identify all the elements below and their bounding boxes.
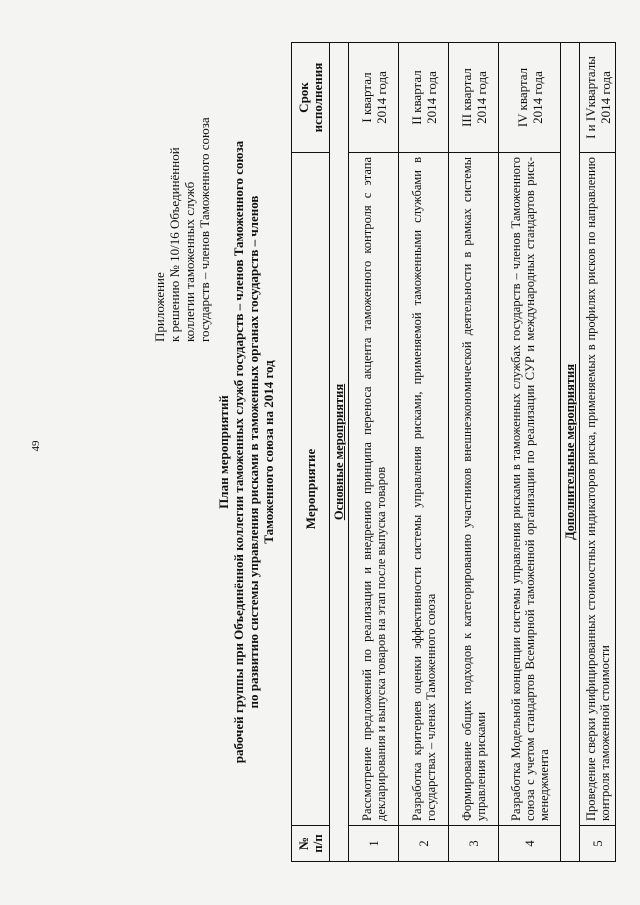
table-header-row bbox=[292, 43, 330, 862]
row-activity: Разработка Модельной концепции системы управления рисками в таможенных службах государств – членов Таможенного союза с учетом стандартов Всемирной таможенной организации по реализации СУР и международных стандартов риск-менеджмента bbox=[499, 153, 561, 826]
row-deadline: IV квартал 2014 года bbox=[499, 43, 561, 153]
title-heading: План мероприятий bbox=[216, 395, 231, 509]
header-deadline: Срок исполнения bbox=[292, 43, 330, 153]
appendix-line: коллегии таможенных служб bbox=[182, 181, 197, 342]
row-deadline: II квартал 2014 года bbox=[399, 43, 449, 153]
table-row bbox=[499, 43, 561, 862]
row-num: 4 bbox=[499, 826, 561, 862]
row-num: 1 bbox=[349, 826, 399, 862]
row-activity: Рассмотрение предложений по реализации и внедрению принципа переноса акцента таможенного контроля с этапа декларирования и выпуска товаров на этап после выпуска товаров bbox=[349, 153, 399, 826]
row-num: 3 bbox=[449, 826, 499, 862]
section-additional-label: Дополнительные мероприятия bbox=[561, 43, 580, 862]
title-line: рабочей группы при Объединённой коллегии таможенных служб государств – членов Таможенного союза bbox=[231, 140, 246, 764]
header-num: № п/п bbox=[292, 826, 330, 862]
document-title bbox=[216, 42, 276, 862]
appendix-line: государств – членов Таможенного союза bbox=[197, 117, 212, 342]
page-number: 49 bbox=[30, 440, 42, 452]
section-row-additional bbox=[561, 43, 580, 862]
table-row bbox=[349, 43, 399, 862]
table-row bbox=[399, 43, 449, 862]
appendix-note bbox=[152, 42, 212, 342]
appendix-line: к решению № 10/16 Объединённой bbox=[167, 147, 182, 342]
plan-table bbox=[291, 42, 616, 862]
title-line: Таможенного союза на 2014 год bbox=[261, 360, 276, 544]
section-main-label: Основные мероприятия bbox=[330, 43, 349, 862]
row-num: 2 bbox=[399, 826, 449, 862]
title-line: по развитию системы управления рисками в таможенных органах государств – членов bbox=[246, 195, 261, 709]
section-row-main bbox=[330, 43, 349, 862]
row-activity: Разработка критериев оценки эффективности системы управления рисками, применяемой таможенными службами в государствах – членах Таможенного союза bbox=[399, 153, 449, 826]
row-activity: Проведение сверки унифицированных стоимостных индикаторов риска, применяемых в профилях рисков по направлению контроля таможенной стоимости bbox=[580, 153, 616, 826]
table-row bbox=[449, 43, 499, 862]
header-activity: Мероприятие bbox=[292, 153, 330, 826]
row-deadline: I и IVкварталы 2014 года bbox=[580, 43, 616, 153]
document-sheet bbox=[146, 42, 613, 862]
table-row bbox=[580, 43, 616, 862]
row-deadline: III квартал 2014 года bbox=[449, 43, 499, 153]
row-num: 5 bbox=[580, 826, 616, 862]
row-activity: Формирование общих подходов к категорированию участников внешнеэкономической деятельности в рамках системы управления рисками bbox=[449, 153, 499, 826]
appendix-line: Приложение bbox=[152, 272, 167, 342]
row-deadline: I квартал 2014 года bbox=[349, 43, 399, 153]
